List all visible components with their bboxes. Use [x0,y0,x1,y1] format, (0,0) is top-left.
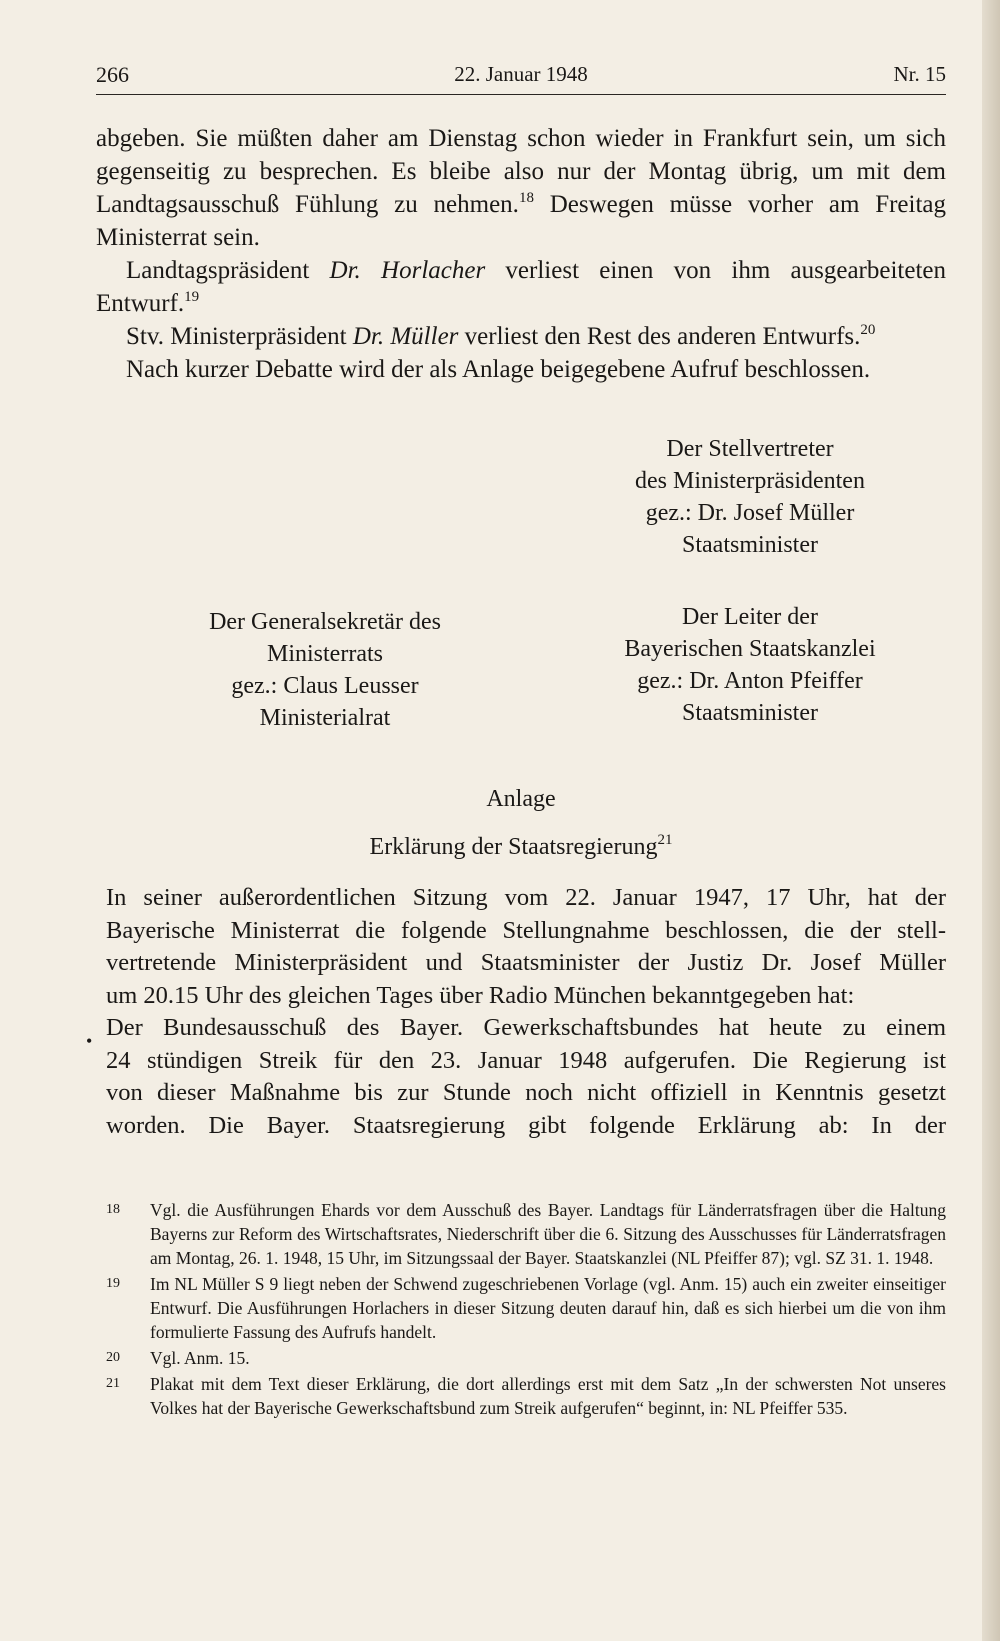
footnote-ref-18: 18 [518,190,534,206]
footnote-21: 21 Plakat mit dem Text dieser Erklärung, die dort allerdings erst mit dem Satz „In der schwersten Not unseres Volkes hat der Bayerische Gewerkschaftsbund zum Streik aufgerufen“ beginnt, in: NL Pfeiffer 535. [106,1374,946,1418]
footnote-18: 18 Vgl. die Ausführungen Ehards vor dem Ausschuß des Bayer. Landtags für Länderratsfragen über die Haltung Bayerns zur Reform des Wirtschaftsrates, Niederschrift über die 6. Sitzung des Ausschusses für Länderratsfragen am Montag, 26. 1. 1948, 15 Uhr, im Sitzungssaal der Bayer. Staatskanzlei (NL Pfeiffer 87); vgl. SZ 31. 1. 1948. [106,1200,946,1268]
footnote-ref-19: 19 [184,289,200,305]
signature-secretary: Der Generalsekretär des Ministerrats gez.: Claus Leusser Ministerialrat [209,609,441,731]
footnote-19: 19 Im NL Müller S 9 liegt neben der Schwend zugeschriebenen Vorlage (vgl. Anm. 15) auch ein zweiter einseitiger Entwurf. Die Ausführungen Horlachers in dieser Sitzung deuten darauf hin, daß es sich hierbei um die von ihm formulierte Fassung des Aufrufs handelt. [106,1274,946,1342]
running-header [96,60,946,95]
footnote-20: 20 Vgl. Anm. 15. [106,1348,250,1368]
issue-number: Nr. 15 [893,62,946,86]
speaker-name: Dr. Horlacher [329,257,486,284]
paragraph-4: Nach kurzer Debatte wird der als Anlage beigegebene Aufruf beschlossen. [126,356,871,383]
page-number: 266 [96,62,129,87]
signature-deputy: Der Stellvertreter des Ministerpräsidenten gez.: Dr. Josef Müller Staatsminister [635,436,865,558]
declaration-text: In seiner außerordentlichen Sitzung vom 22. Januar 1947, 17 Uhr, hat der Bayerische Ministerrat die folgende Stellungnahme beschlossen, die der stell- vertretende Ministerpräsident und Staatsminister der Justiz Dr. Josef Müller um 20.15 Uhr des gleichen Tages über Radio München bekanntgegeben hat: Der Bundesausschuß des Bayer. Gewerkschaftsbundes hat heute zu einem 24 stündigen Streik für den 23. Januar 1948 aufgerufen. Die Regierung ist von dieser Maßnahme bis zur Stunde noch nicht offiziell in Kenntnis gesetzt worden. Die Bayer. Staatsregierung gibt folgende Erklärung ab: In der [106,884,946,1139]
paragraph-2: Landtagspräsident Dr. Horlacher verliest einen von ihm ausgearbeiteten Entwurf.$^{19}$ [96,257,946,317]
speaker-name: Dr. Müller [352,323,459,350]
footnotes [106,1198,946,1422]
signature-chancellery: Der Leiter der Bayerischen Staatskanzlei gez.: Dr. Anton Pfeiffer Staatsminister [624,604,876,726]
paragraph-3: Stv. Ministerpräsident Dr. Müller verliest den Rest des anderen Entwurfs.$^{20}$ [126,322,876,350]
page-edge [982,0,1000,1641]
margin-mark: • [86,1031,93,1051]
footnote-ref-21: 21 [657,832,673,848]
header-date: 22. Januar 1948 [454,62,588,86]
footnote-ref-20: 20 [860,322,876,338]
annex-title: Erklärung der Staatsregierung$^{21}$ [369,832,673,860]
annex-label: Anlage [486,786,556,812]
main-text [96,122,946,386]
paragraph-1: abgeben. Sie müßten daher am Dienstag schon wieder in Frankfurt sein, um sich gegenseitig zu besprechen. Es bleibe also nur der Montag übrig, um mit dem Landtagsausschuß Fühlung zu nehmen.$^{18}$ Deswegen müsse vorher am Freitag Ministerrat sein. [96,125,947,251]
